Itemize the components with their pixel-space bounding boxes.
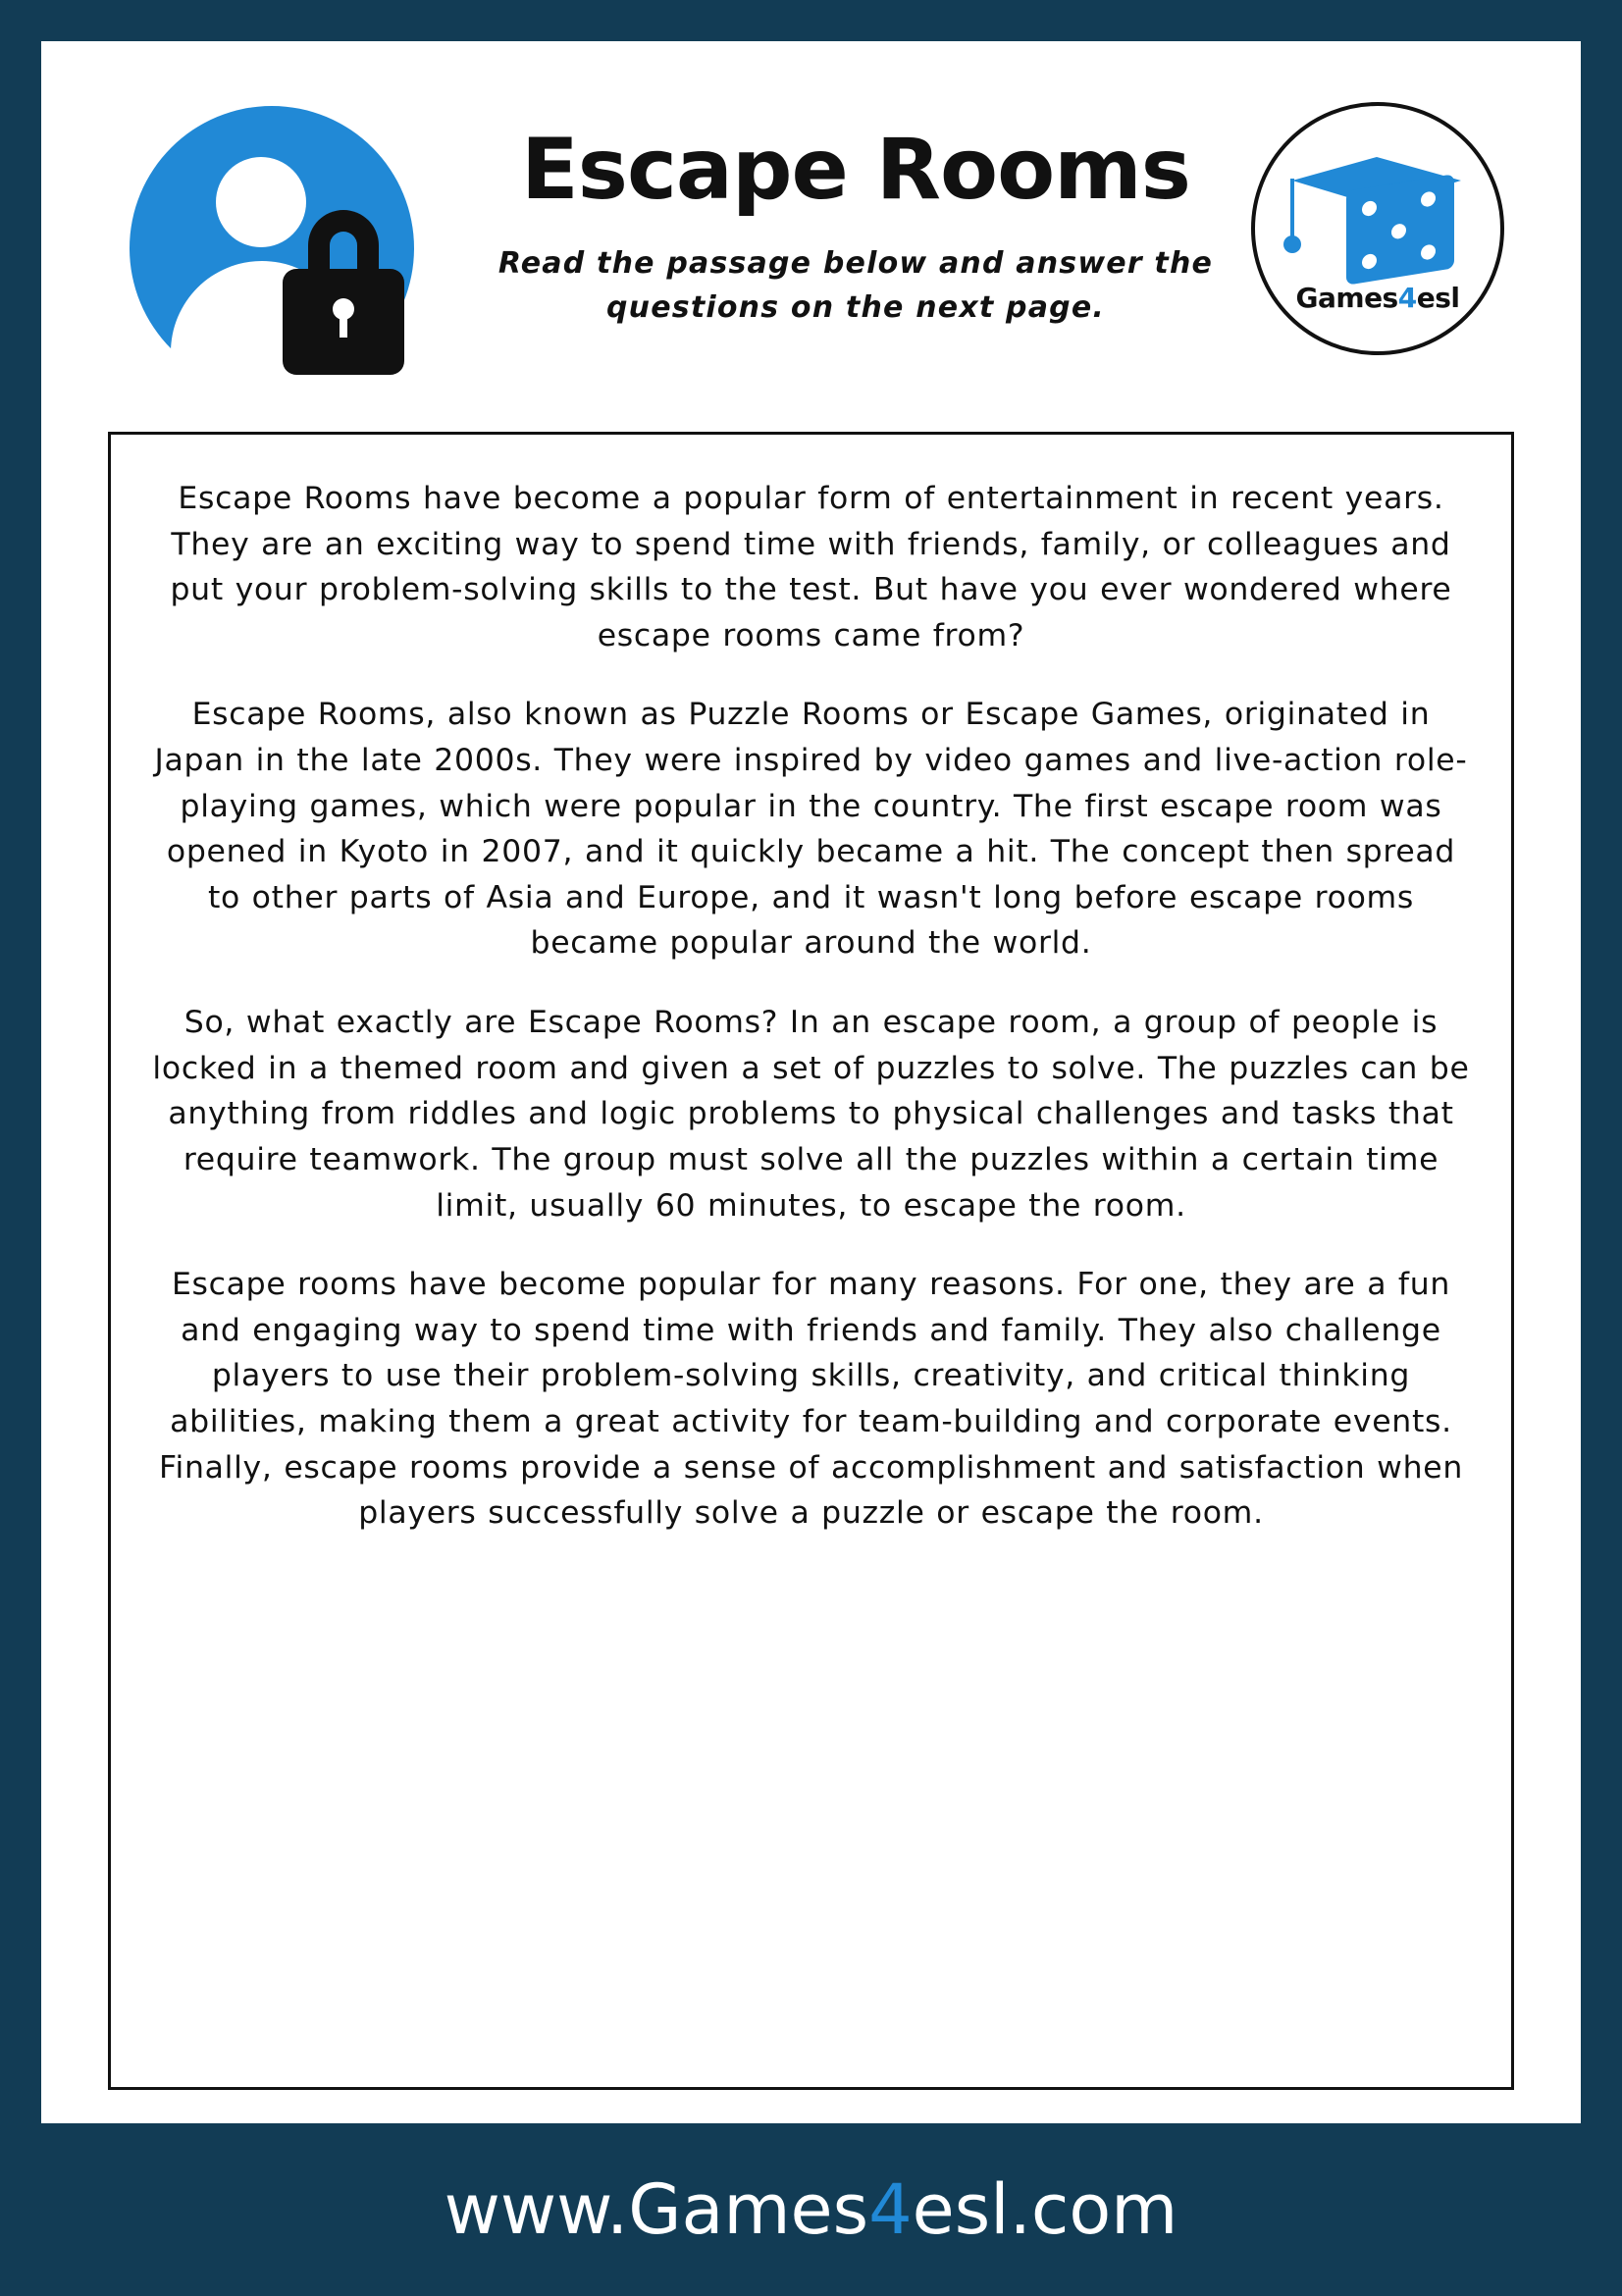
page-footer [0,2123,1622,2296]
games4esl-logo [1251,102,1504,355]
passage-paragraph: Escape Rooms, also known as Puzzle Rooms or Escape Games, originated in Japan in the late 2000s. They were inspired by video games and live-action role-playing games, which were popular in the country. The first escape room was opened in Kyoto in 2007, and it quickly became a hit. The concept then spread to other parts of Asia and Europe, and it wasn't long before escape rooms became popular around the world. [154,697,1468,962]
worksheet-sheet [41,41,1581,2123]
worksheet-header [80,69,1542,432]
graduation-cap-tassel-ball-icon [1283,235,1301,253]
logo-text-2: esl [1416,282,1460,314]
dice-pip [1362,253,1377,270]
footer-url-part-2: esl.com [912,2169,1178,2250]
passage-paragraph: So, what exactly are Escape Rooms? In an escape room, a group of people is locked in a themed room and given a set of puzzles to solve. The puzzles can be anything from riddles and logic problems to physical challenges and tasks that require teamwork. The group must solve all the puzzles within a certain time limit, usually 60 minutes, to escape the room. [152,1005,1470,1224]
graduation-cap-tassel-icon [1290,179,1294,239]
footer-url-part-1: www.Games [444,2169,869,2250]
logo-wordmark [1255,282,1500,314]
logo-text-1: Games [1295,282,1398,314]
title-block [414,121,1297,330]
page-title: Escape Rooms [521,121,1190,219]
passage-paragraph: Escape Rooms have become a popular form of entertainment in recent years. They are an exciting way to spend time with friends, family, or colleagues and put your problem-solving skills to the test. But have you ever wondered where escape rooms came from? [170,481,1452,653]
footer-website-url [445,2169,1178,2250]
dice-icon [1346,174,1454,285]
person-head-shape [216,157,306,247]
dice-pip [1362,200,1377,217]
page-instructions: Read the passage below and answer the questions on the next page. [497,246,1214,325]
reading-passage-box [108,432,1514,2090]
footer-url-accent: 4 [868,2169,913,2250]
logo-text-accent: 4 [1397,282,1417,314]
passage-paragraph: Escape rooms have become popular for many reasons. For one, they are a fun and engaging way to spend time with friends and family. They also challenge players to use their problem-solving skills, creativity, and critical thinking abilities, making them a great activity for team-building and corporate events. Finally, escape rooms provide a sense of accomplishment and satisfaction when players successfully solve a puzzle or escape the room. [159,1267,1463,1532]
dice-pip [1421,243,1436,260]
padlock-keyhole-icon [333,298,354,320]
lock-person-icon [130,106,414,391]
dice-pip [1391,223,1406,239]
dice-pip [1421,190,1436,207]
